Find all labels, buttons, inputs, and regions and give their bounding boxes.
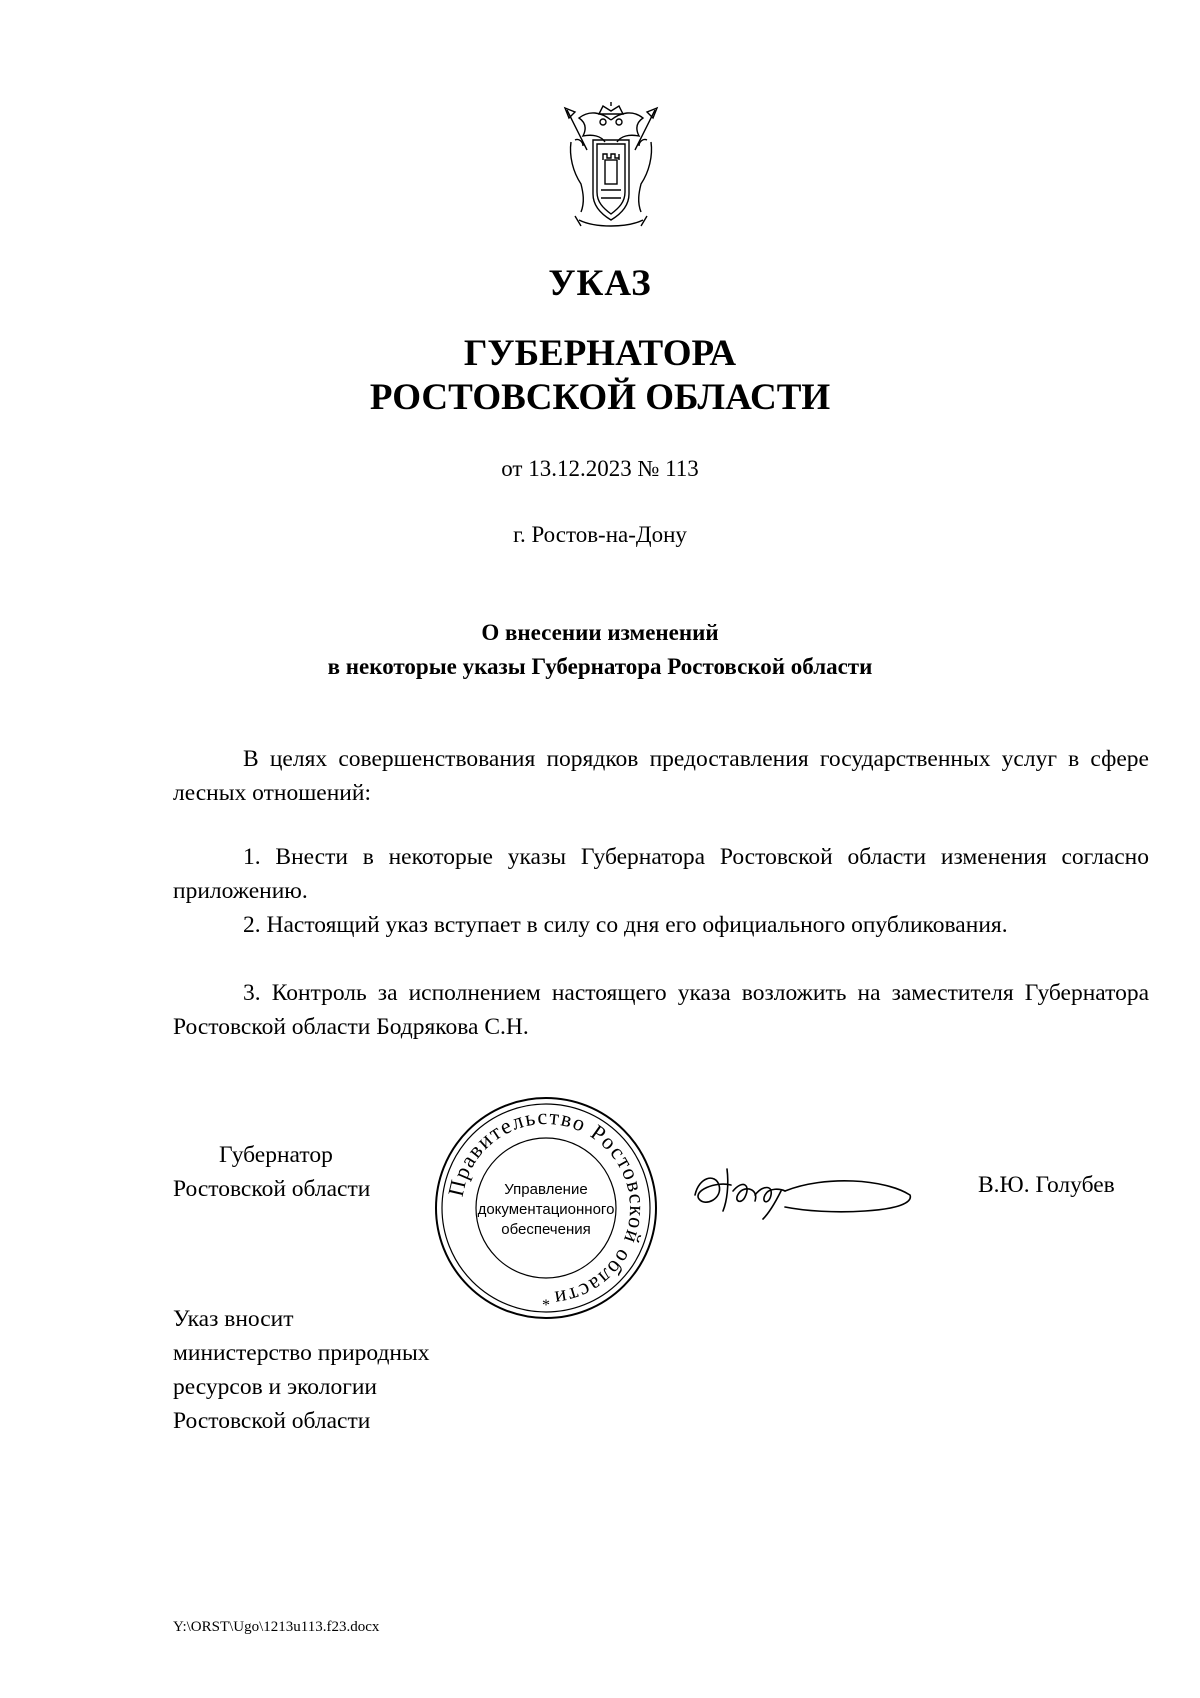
seal-outer-text: Правительство Ростовской области [442, 1103, 651, 1312]
document-subject [0, 616, 1200, 684]
document-date-number: от 13.12.2023 № 113 [501, 456, 699, 481]
item-1-paragraph: 1. Внести в некоторые указы Губернатора Ростовской области изменения согласно приложению. [173, 844, 1149, 904]
subject-line1: О внесении изменений [481, 620, 719, 645]
submitter-line4: Ростовской области [173, 1408, 371, 1434]
seal-inner-line2: документационного [477, 1201, 615, 1218]
submitter-line2: министерство природных [173, 1340, 430, 1366]
subject-line2: в некоторые указы Губернатора Ростовской области [327, 654, 873, 679]
submitter-note [173, 1302, 430, 1438]
item-3-paragraph: 3. Контроль за исполнением настоящего указа возложить на заместителя Губернатора Ростовской области Бодрякова С.Н. [173, 980, 1149, 1040]
handwritten-signature [685, 1155, 925, 1235]
signatory-position-line2: Ростовской области [173, 1176, 371, 1202]
preamble-paragraph: В целях совершенствования порядков предоставления государственных услуг в сфере лесных отношений: [173, 746, 1149, 806]
item-2-paragraph: 2. Настоящий указ вступает в силу со дня его официального опубликования. [243, 912, 1008, 938]
seal-inner-line3: обеспечения [501, 1221, 591, 1238]
document-city: г. Ростов-на-Дону [513, 522, 687, 547]
official-seal [430, 1092, 662, 1324]
file-path-footer: Y:\ORST\Ugo\1213u113.f23.docx [173, 1619, 380, 1635]
signatory-position-line1: Губернатор [219, 1142, 333, 1168]
issuer-title-line1: ГУБЕРНАТОРА [463, 333, 737, 374]
issuer-title-line2: РОСТОВСКОЙ ОБЛАСТИ [369, 377, 831, 418]
signatory-position [173, 1138, 370, 1206]
submitter-line1: Указ вносит [173, 1306, 294, 1332]
seal-inner-line1: Управление [504, 1181, 588, 1198]
submitter-line3: ресурсов и экологии [173, 1374, 378, 1400]
document-type-title: УКАЗ [548, 263, 652, 304]
seal-star: * [542, 1297, 550, 1314]
coat-of-arms-icon [561, 102, 661, 230]
issuer-title [0, 332, 1200, 420]
signatory-name: В.Ю. Голубев [978, 1172, 1115, 1198]
